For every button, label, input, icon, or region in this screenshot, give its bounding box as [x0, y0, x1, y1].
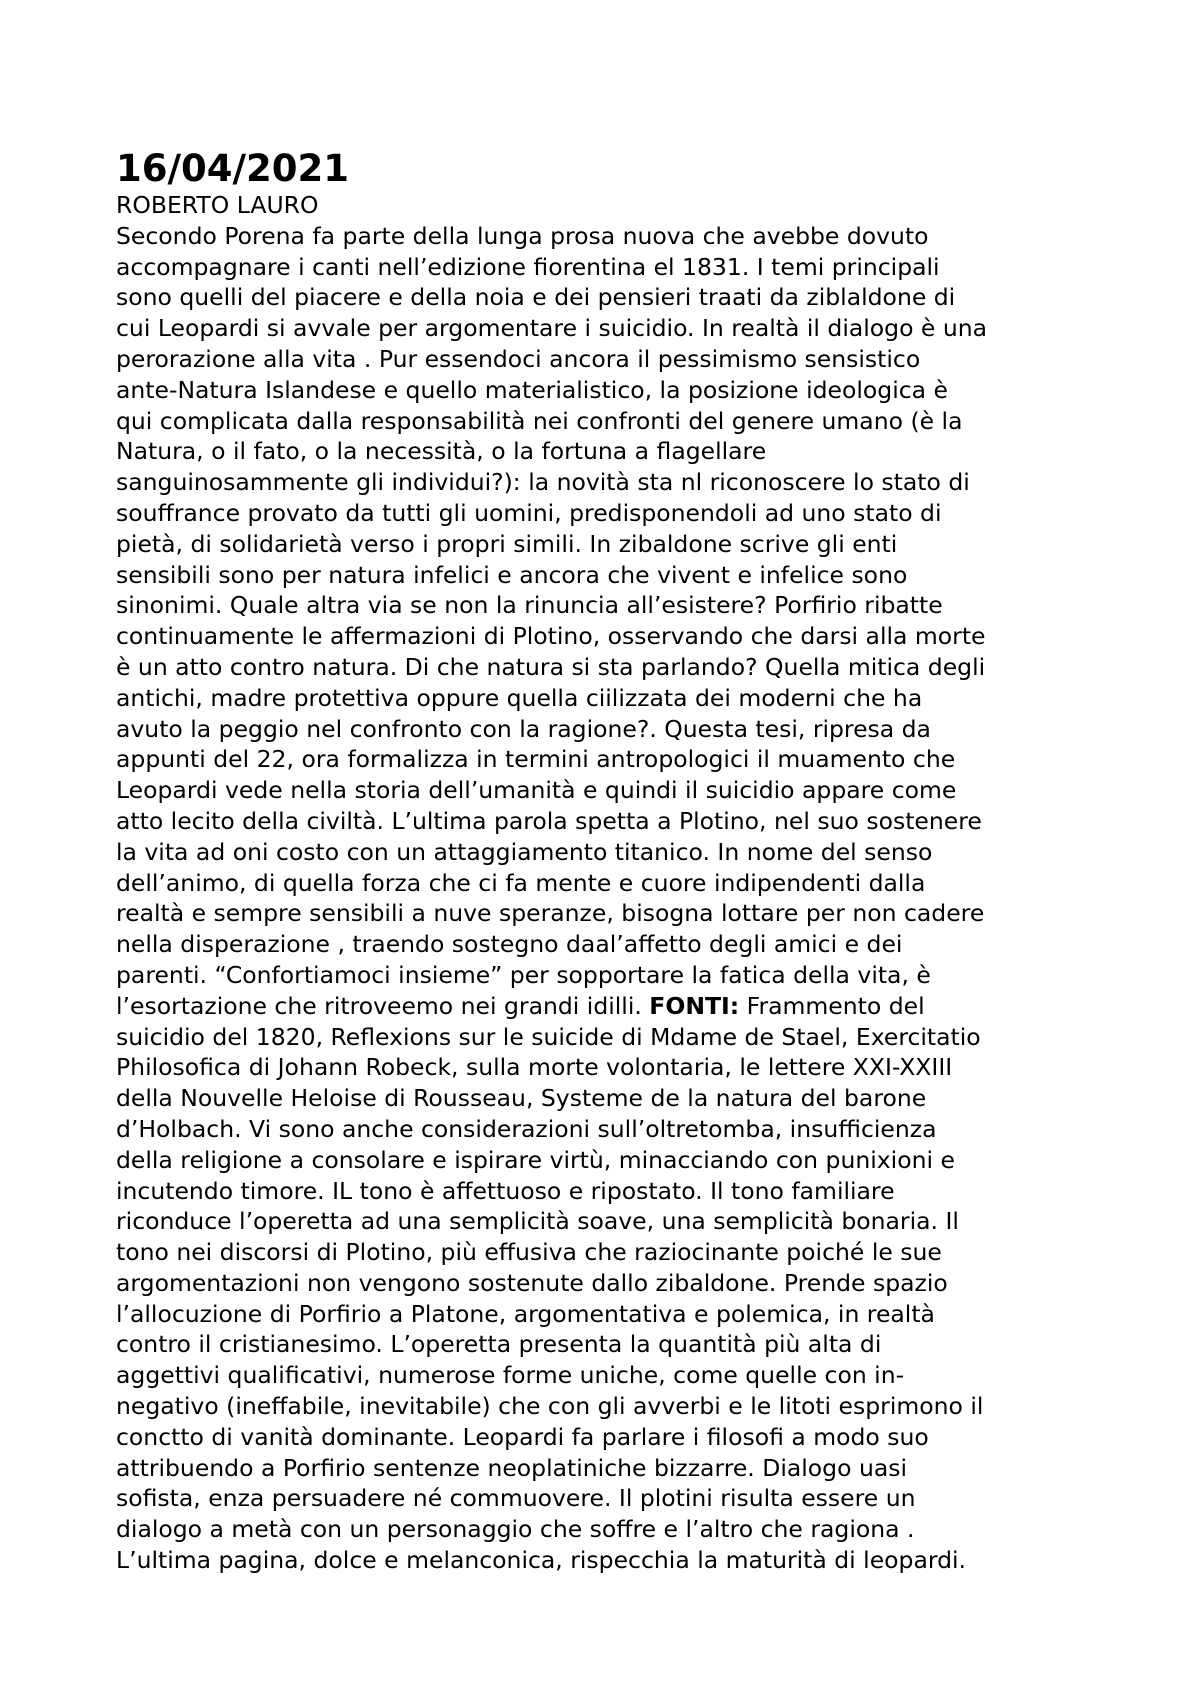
body-line: dell’animo, di quella forza che ci fa mente e cuore indipendenti dalla — [116, 868, 926, 897]
body-line: sensibili sono per natura infelici e ancora che vivent e infelice sono — [116, 560, 908, 589]
body-line: realtà e sempre sensibili a nuve speranze, bisogna lottare per non cadere — [116, 899, 985, 928]
body-line: sanguinosammente gli individui?): la novità sta nl riconoscere lo stato di — [116, 468, 970, 497]
body-line: l’allocuzione di Porfirio a Platone, argomentativa e polemica, in realtà — [116, 1299, 935, 1328]
body-line: accompagnare i canti nell’edizione fiorentina el 1831. I temi principali — [116, 252, 940, 281]
body-line: L’ultima pagina, dolce e melanconica, rispecchia la maturità di leopardi. — [116, 1546, 967, 1575]
body-line: argomentazioni non vengono sostenute dallo zibaldone. Prende spazio — [116, 1268, 948, 1297]
body-line: sofista, enza persuadere né commuovere. Il plotini risulta essere un — [116, 1484, 916, 1513]
body-line: ante-Natura Islandese e quello materialistico, la posizione ideologica è — [116, 375, 948, 404]
body-line: sono quelli del piacere e della noia e dei pensieri traati da ziblaldone di — [116, 283, 956, 312]
body-line: continuamente le affermazioni di Plotino, osservando che darsi alla morte — [116, 622, 986, 651]
body-line: Leopardi vede nella storia dell’umanità e quindi il suicidio appare come — [116, 776, 957, 805]
body-line: atto lecito della civiltà. L’ultima parola spetta a Plotino, nel suo sostenere — [116, 806, 982, 835]
body-line: tono nei discorsi di Plotino, più effusiva che raziocinante poiché le sue — [116, 1238, 942, 1267]
fonti-line — [116, 991, 1116, 1022]
body-line: incutendo timore. IL tono è affettuoso e ripostato. Il tono familiare — [116, 1176, 895, 1205]
body-line: conctto di vanità dominante. Leopardi fa parlare i filosofi a modo suo — [116, 1422, 929, 1451]
body-line: suicidio del 1820, Reflexions sur le suicide di Mdame de Stael, Exercitatio — [116, 1022, 981, 1051]
body-line: cui Leopardi si avvale per argomentare i suicidio. In realtà il dialogo è una — [116, 314, 988, 343]
document-page — [116, 148, 1116, 1576]
body-line: aggettivi qualificativi, numerose forme uniche, come quelle con in- — [116, 1361, 905, 1390]
document-date: 16/04/2021 — [116, 147, 349, 190]
body-line: Secondo Porena fa parte della lunga prosa nuova che avebbe dovuto — [116, 221, 929, 250]
body-line: parenti. “Confortiamoci insieme” per sopportare la fatica della vita, è — [116, 960, 931, 989]
body-line: è un atto contro natura. Di che natura si sta parlando? Quella mitica degli — [116, 652, 986, 681]
body-line: della Nouvelle Heloise di Rousseau, Systeme de la natura del barone — [116, 1084, 927, 1113]
body-line: pietà, di solidarietà verso i propri simili. In zibaldone scrive gli enti — [116, 529, 898, 558]
body-line: avuto la peggio nel confronto con la ragione?. Questa tesi, ripresa da — [116, 714, 931, 743]
body-line: riconduce l’operetta ad una semplicità soave, una semplicità bonaria. Il — [116, 1207, 959, 1236]
body-line: dialogo a metà con un personaggio che soffre e l’altro che ragiona . — [116, 1515, 915, 1544]
body-line: Philosofica di Johann Robeck, sulla morte volontaria, le lettere XXI-XXIII — [116, 1053, 953, 1082]
fonti-line-after: Frammento del — [739, 991, 925, 1020]
body-line: della religione a consolare e ispirare virtù, minacciando con punixioni e — [116, 1145, 955, 1174]
body-line: Natura, o il fato, o la necessità, o la fortuna a flagellare — [116, 437, 767, 466]
body-line: souffrance provato da tutti gli uomini, predisponendoli ad uno stato di — [116, 498, 942, 527]
body-line: perorazione alla vita . Pur essendoci ancora il pessimismo sensistico — [116, 344, 921, 373]
body-line: nella disperazione , traendo sostegno daal’affetto degli amici e dei — [116, 930, 903, 959]
body-line: la vita ad oni costo con un attaggiamento titanico. In nome del senso — [116, 837, 933, 866]
body-line: negativo (ineffabile, inevitabile) che con gli avverbi e le litoti esprimono il — [116, 1392, 984, 1421]
body-line: d’Holbach. Vi sono anche considerazioni sull’oltretomba, insufficienza — [116, 1114, 937, 1143]
body-line: appunti del 22, ora formalizza in termini antropologici il muamento che — [116, 745, 956, 774]
body-line: contro il cristianesimo. L’operetta presenta la quantità più alta di — [116, 1330, 882, 1359]
fonti-line-before: l’esortazione che ritroveemo nei grandi idilli. — [116, 991, 650, 1020]
fonti-heading: FONTI: — [649, 991, 740, 1020]
document-body — [116, 221, 1116, 1576]
body-line: sinonimi. Quale altra via se non la rinuncia all’esistere? Porfirio ribatte — [116, 591, 943, 620]
body-line: antichi, madre protettiva oppure quella ciilizzata dei moderni che ha — [116, 683, 923, 712]
body-line: attribuendo a Porfirio sentenze neoplatiniche bizzarre. Dialogo uasi — [116, 1453, 908, 1482]
body-line: qui complicata dalla responsabilità nei confronti del genere umano (è la — [116, 406, 963, 435]
document-author: ROBERTO LAURO — [116, 191, 319, 219]
